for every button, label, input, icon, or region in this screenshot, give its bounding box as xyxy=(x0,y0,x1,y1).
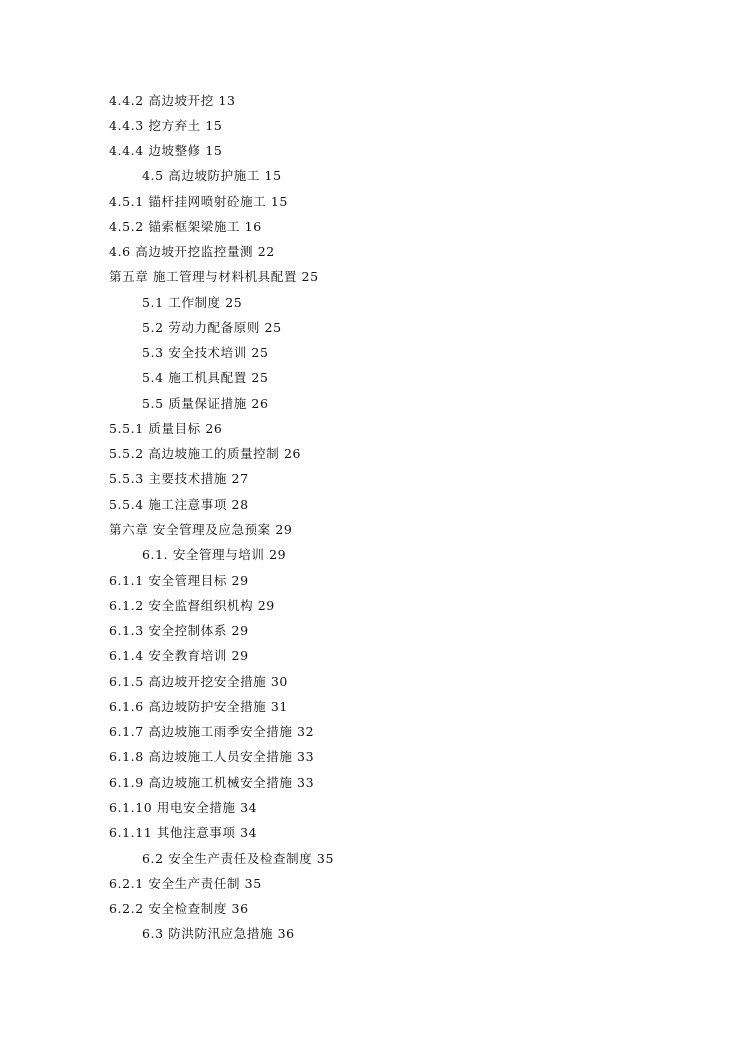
toc-entry[interactable]: 6.2.1 安全生产责任制 35 xyxy=(109,876,262,891)
toc-entry[interactable]: 4.4.2 高边坡开挖 13 xyxy=(109,93,236,108)
toc-entry[interactable]: 6.1.3 安全控制体系 29 xyxy=(109,623,249,638)
toc-entry[interactable]: 6.1.10 用电安全措施 34 xyxy=(109,800,258,815)
toc-entry[interactable]: 4.5.1 锚杆挂网喷射砼施工 15 xyxy=(109,194,288,209)
toc-entry[interactable]: 4.5.2 锚索框架梁施工 16 xyxy=(109,219,262,234)
toc-entry[interactable]: 5.5.4 施工注意事项 28 xyxy=(109,497,249,512)
toc-entry[interactable]: 5.5 质量保证措施 26 xyxy=(142,396,269,411)
toc-entry[interactable]: 5.2 劳动力配备原则 25 xyxy=(142,320,282,335)
toc-chapter-entry[interactable]: 第五章 施工管理与材料机具配置 25 xyxy=(109,269,319,284)
toc-entry[interactable]: 6.3 防洪防汛应急措施 36 xyxy=(142,926,295,941)
toc-entry[interactable]: 6.1.4 安全教育培训 29 xyxy=(109,648,249,663)
toc-entry[interactable]: 6.2 安全生产责任及检查制度 35 xyxy=(142,851,335,866)
toc-entry[interactable]: 5.5.3 主要技术措施 27 xyxy=(109,471,249,486)
toc-entry[interactable]: 6.1.9 高边坡施工机械安全措施 33 xyxy=(109,775,315,790)
toc-entry[interactable]: 6.1. 安全管理与培训 29 xyxy=(142,547,287,562)
toc-entry[interactable]: 6.1.8 高边坡施工人员安全措施 33 xyxy=(109,749,315,764)
toc-entry[interactable]: 6.1.11 其他注意事项 34 xyxy=(109,825,258,840)
toc-entry[interactable]: 5.1 工作制度 25 xyxy=(142,295,243,310)
toc-entry[interactable]: 4.5 高边坡防护施工 15 xyxy=(142,168,282,183)
toc-entry[interactable]: 5.4 施工机具配置 25 xyxy=(142,370,269,385)
toc-entry[interactable]: 6.1.6 高边坡防护安全措施 31 xyxy=(109,699,288,714)
toc-entry[interactable]: 4.4.4 边坡整修 15 xyxy=(109,143,223,158)
toc-entry[interactable]: 6.1.5 高边坡开挖安全措施 30 xyxy=(109,674,288,689)
toc-entry[interactable]: 6.1.1 安全管理目标 29 xyxy=(109,573,249,588)
toc-entry[interactable]: 5.3 安全技术培训 25 xyxy=(142,345,269,360)
toc-entry[interactable]: 4.4.3 挖方弃土 15 xyxy=(109,118,223,133)
toc-chapter-entry[interactable]: 第六章 安全管理及应急预案 29 xyxy=(109,522,293,537)
toc-entry[interactable]: 6.1.2 安全监督组织机构 29 xyxy=(109,598,275,613)
toc-entry[interactable]: 5.5.2 高边坡施工的质量控制 26 xyxy=(109,446,302,461)
toc-entry[interactable]: 6.2.2 安全检查制度 36 xyxy=(109,901,249,916)
toc-entry[interactable]: 6.1.7 高边坡施工雨季安全措施 32 xyxy=(109,724,315,739)
toc-entry[interactable]: 5.5.1 质量目标 26 xyxy=(109,421,223,436)
toc-entry[interactable]: 4.6 高边坡开挖监控量测 22 xyxy=(109,244,275,259)
